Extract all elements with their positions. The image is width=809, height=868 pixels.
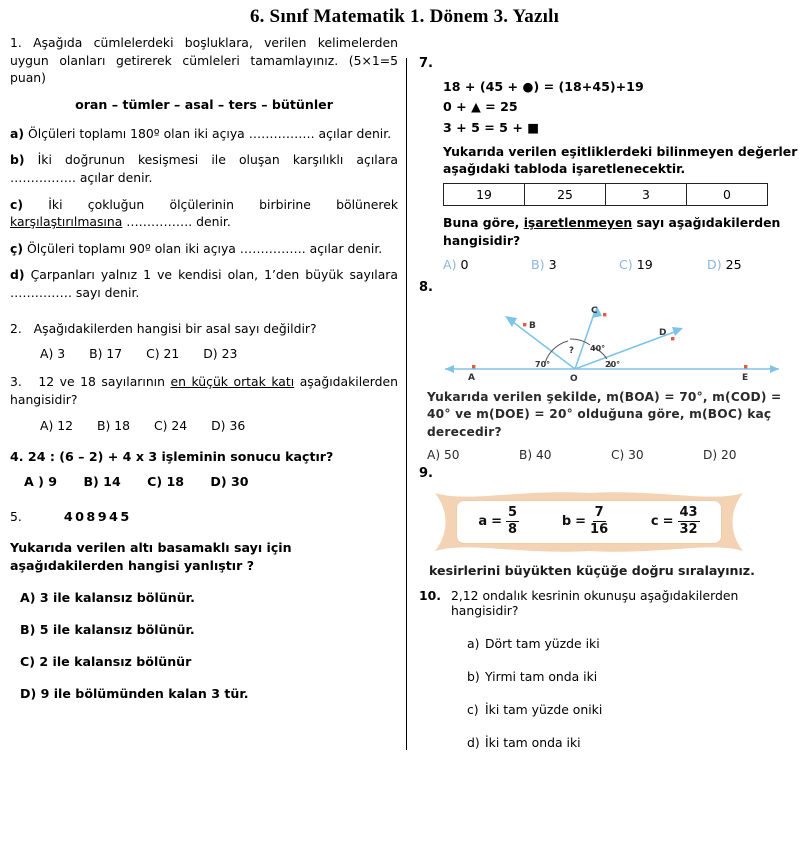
question-2-options <box>10 346 398 361</box>
option-value: 0 <box>460 256 469 272</box>
item-label-c2: ç) <box>10 240 24 256</box>
angle-diagram-svg <box>427 301 797 383</box>
option-text: İki tam onda iki <box>485 734 581 750</box>
fraction-a-var: a <box>478 514 488 530</box>
right-column <box>407 28 809 750</box>
question-7-option-a[interactable] <box>443 257 531 272</box>
point-b-dot <box>523 323 526 326</box>
question-3-option-a[interactable]: A) 12 <box>40 417 74 433</box>
option-letter: D) <box>703 447 718 462</box>
label-c: C <box>591 305 598 316</box>
item-label-a: a) <box>10 125 25 141</box>
question-3-option-c[interactable]: C) 24 <box>153 417 188 433</box>
item-text-c-after: ……………. denir. <box>122 214 231 230</box>
option-letter: B) <box>531 256 545 272</box>
fraction-b-value <box>590 506 608 537</box>
option-letter: d) <box>467 734 480 750</box>
question-4-option-a[interactable]: A ) 9 <box>24 473 58 489</box>
question-10-option-c[interactable] <box>467 702 801 717</box>
fractions-row <box>457 501 721 543</box>
fraction-c-denominator: 32 <box>679 522 698 538</box>
table-cell-2: 25 <box>525 184 606 206</box>
page-title: 6. Sınıf Matematik 1. Dönem 3. Yazılı <box>249 6 560 27</box>
question-4-options <box>10 474 398 489</box>
two-column-body <box>0 28 809 750</box>
question-7-equation-3: 3 + 5 = 5 + ■ <box>443 119 540 135</box>
question-4-option-c[interactable]: C) 18 <box>147 473 185 489</box>
question-8-stem: Yukarıda verilen şekilde, m(BOA) = 70°, m(COD) = 40° ve m(DOE) = 20° olduğuna göre, m(BOC) kaç derecedir? <box>427 389 782 439</box>
question-7-option-d[interactable] <box>707 257 795 272</box>
question-7-question-underlined: işaretlenmeyen <box>523 215 633 231</box>
question-10-option-d[interactable] <box>467 735 801 750</box>
question-1-item-d <box>10 266 398 301</box>
question-5-given <box>10 509 398 525</box>
question-7-number: 7. <box>419 56 433 71</box>
fraction-a-numerator: 5 <box>508 505 518 521</box>
angle-label-70: 70° <box>535 359 551 369</box>
question-2-option-a[interactable]: A) 3 <box>40 346 66 362</box>
option-value: 20 <box>721 447 737 462</box>
question-5-option-a[interactable]: A) 3 ile kalansız bölünür. <box>20 590 195 606</box>
question-1-item-a <box>10 125 398 143</box>
option-text: Dört tam yüzde iki <box>485 635 600 651</box>
fraction-a-denominator: 8 <box>508 522 518 538</box>
fraction-c-var: c <box>650 514 659 530</box>
question-3-option-b[interactable]: B) 18 <box>96 417 131 433</box>
question-4-stem: 4. 24 : (6 – 2) + 4 x 3 işleminin sonucu kaçtır? <box>10 448 334 464</box>
item-text-c-before: İki çokluğun ölçülerinin birbirine bölünerek <box>23 196 398 212</box>
question-1-item-c2 <box>10 240 398 258</box>
label-a: A <box>468 372 475 383</box>
label-d: D <box>659 327 667 338</box>
question-5-option-d[interactable]: D) 9 ile bölümünden kalan 3 tür. <box>20 686 249 702</box>
question-7-equation-2: 0 + ▲ = 25 <box>443 99 518 115</box>
option-letter: A) <box>427 447 441 462</box>
question-8-option-a[interactable] <box>427 448 519 462</box>
option-value: 19 <box>636 256 653 272</box>
option-text: Yirmi tam onda iki <box>485 668 598 684</box>
fraction-b-numerator: 7 <box>594 505 604 521</box>
question-9-stem: kesirlerini büyükten küçüğe doğru sıralayınız. <box>429 562 755 578</box>
question-4-option-d[interactable]: D) 30 <box>210 473 249 489</box>
arc-q <box>570 339 590 345</box>
question-9-number: 9. <box>419 465 433 481</box>
question-5-stem: Yukarıda verilen altı basamaklı sayı için aşağıdakilerden hangisi yanlıştır ? <box>10 539 292 574</box>
question-7-question-before: Buna göre, <box>443 215 524 231</box>
item-text-d: Çarpanları yalnız 1 ve kendisi olan, 1’den büyük sayılara …………… sayı denir. <box>10 267 398 301</box>
question-7-body <box>433 77 801 272</box>
question-10-stem <box>419 588 801 618</box>
point-c-dot <box>603 313 606 316</box>
fraction-c-numerator: 43 <box>679 505 698 521</box>
arrow-d-icon <box>672 327 683 336</box>
option-letter: c) <box>467 701 479 717</box>
question-3-option-d[interactable]: D) 36 <box>211 417 246 433</box>
option-letter: D) <box>707 256 722 272</box>
question-1-stem: 1. Aşağıda cümlelerdeki boşluklara, verilen kelimelerden uygun olanları getirerek cümleleri tamamlayınız. (5×1=5 puan) <box>10 35 398 86</box>
question-1-item-b <box>10 151 398 186</box>
question-7-question-after: sayı aşağıdakilerden hangisidir? <box>443 215 781 248</box>
item-text-b: İki doğrunun kesişmesi ile oluşan karşılıklı açılara ……………. açılar denir. <box>10 152 398 186</box>
point-d-dot <box>671 337 674 340</box>
question-9-fraction-banner <box>429 487 749 557</box>
question-3-text-after: aşağıdakilerden hangisidir? <box>10 374 398 407</box>
item-label-b: b) <box>10 152 25 168</box>
arrow-left-icon <box>445 365 454 373</box>
question-7-stem: Yukarıda verilen eşitliklerdeki bilinmeyen değerler aşağıdaki tabloda işaretlenecektir. <box>443 144 798 177</box>
question-5-option-b[interactable]: B) 5 ile kalansız bölünür. <box>20 622 195 638</box>
question-7-option-c[interactable] <box>619 257 707 272</box>
question-3-text-before: 12 ve 18 sayılarının <box>38 374 171 390</box>
question-8-option-d[interactable] <box>703 448 795 462</box>
point-e-dot <box>744 365 747 368</box>
angle-label-unknown: ? <box>569 345 574 356</box>
question-2-stem <box>10 320 398 338</box>
option-letter: C) <box>611 447 625 462</box>
option-letter: B) <box>519 447 533 462</box>
point-a-dot <box>472 365 475 368</box>
question-10-option-b[interactable] <box>467 669 801 684</box>
label-e: E <box>742 372 749 383</box>
item-label-d: d) <box>10 267 25 283</box>
question-8-options <box>427 448 801 462</box>
option-value: 50 <box>443 447 460 462</box>
question-8-option-b[interactable] <box>519 448 611 462</box>
question-7-equation-1: 18 + (45 + ●) = (18+45)+19 <box>443 79 644 94</box>
left-column <box>0 28 406 750</box>
item-label-c: c) <box>10 196 24 212</box>
question-3-number: 3. <box>10 374 22 390</box>
option-value: 25 <box>725 256 742 272</box>
question-3-text-underlined: en küçük ortak katı <box>170 374 295 390</box>
fraction-b-denominator: 16 <box>590 522 609 538</box>
question-5-number: 5. <box>10 508 22 524</box>
option-letter: C) <box>619 256 633 272</box>
arrow-right-icon <box>770 365 779 373</box>
question-10-option-a[interactable] <box>467 636 801 651</box>
question-8-figure <box>427 301 801 387</box>
table-cell-3: 3 <box>606 184 687 206</box>
option-letter: a) <box>467 635 480 651</box>
question-7-option-b[interactable] <box>531 257 619 272</box>
question-8-option-c[interactable] <box>611 448 703 462</box>
question-7-table <box>443 183 768 206</box>
item-text-c2: Ölçüleri toplamı 90º olan iki açıya ……………. açılar denir. <box>23 240 383 256</box>
question-1-word-bank: oran – tümler – asal – ters – bütünler <box>75 96 333 112</box>
fraction-a: a = $\frac{5}{8}$ <box>478 505 518 538</box>
question-8-number: 8. <box>419 279 433 295</box>
angle-label-20: 20° <box>605 359 621 369</box>
question-5-option-c[interactable]: C) 2 ile kalansız bölünür <box>20 654 192 670</box>
question-2-text: Aşağıdakilerden hangisi bir asal sayı değildir? <box>33 320 317 336</box>
question-2-number: 2. <box>10 320 22 336</box>
label-b: B <box>529 320 536 331</box>
option-value: 30 <box>628 447 644 462</box>
fraction-c: c = $\frac{43}{32}$ <box>650 505 698 538</box>
question-7-question <box>443 214 801 248</box>
question-2-option-b[interactable]: B) 17 <box>89 346 123 362</box>
arrow-b-icon <box>505 316 517 327</box>
fraction-b-var: b <box>561 514 572 530</box>
question-3-options <box>10 418 398 433</box>
fraction-b: b = $\frac{7}{16}$ <box>561 505 609 538</box>
question-2-option-c[interactable]: C) 21 <box>146 346 180 362</box>
question-10-number: 10. <box>419 587 441 603</box>
question-2-option-d[interactable]: D) 23 <box>203 346 238 362</box>
table-cell-1: 19 <box>444 184 525 206</box>
angle-label-40: 40° <box>590 343 606 353</box>
question-5-number-value: 408945 <box>63 509 132 525</box>
item-text-a: Ölçüleri toplamı 180º olan iki açıya ……………. açılar denir. <box>24 125 392 141</box>
question-3-stem <box>10 373 398 408</box>
option-letter: A) <box>443 256 457 272</box>
question-4-option-b[interactable]: B) 14 <box>83 473 121 489</box>
table-cell-4: 0 <box>687 184 768 206</box>
question-1-item-c <box>10 196 398 231</box>
question-10-text: 2,12 ondalık kesrinin okunuşu aşağıdakilerden hangisidir? <box>450 587 739 618</box>
question-7-equations <box>443 77 801 138</box>
question-7-options <box>443 257 801 272</box>
label-o: O <box>570 373 578 383</box>
fraction-a-value <box>506 506 519 537</box>
option-letter: b) <box>467 668 480 684</box>
option-value: 3 <box>548 256 557 272</box>
fraction-c-value <box>678 506 700 537</box>
option-text: İki tam yüzde oniki <box>485 701 603 717</box>
item-text-c-underlined: karşılaştırılmasına <box>10 214 123 230</box>
table-row <box>444 184 768 206</box>
option-value: 40 <box>536 447 552 462</box>
